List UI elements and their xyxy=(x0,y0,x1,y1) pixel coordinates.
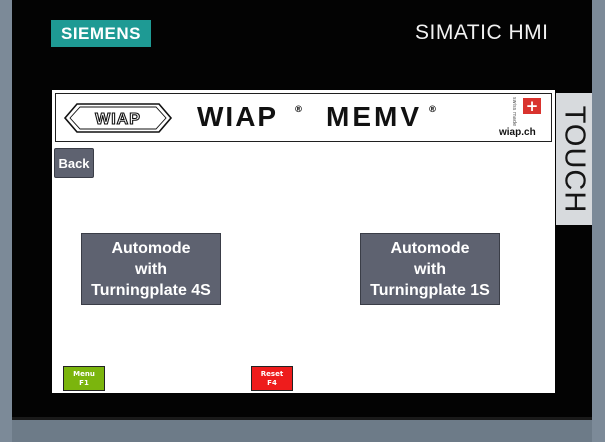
automode-turningplate-4s-button[interactable]: Automode with Turningplate 4S xyxy=(81,233,221,305)
swiss-made-tag: swiss made xyxy=(511,97,517,127)
swiss-flag-icon: + xyxy=(523,98,541,114)
menu-key: F1 xyxy=(79,378,89,387)
touch-side-label xyxy=(556,93,592,225)
header-banner xyxy=(55,93,552,142)
hmi-screen xyxy=(52,90,555,393)
back-button[interactable]: Back xyxy=(54,148,94,178)
brand-wiap: WIAP xyxy=(197,101,279,132)
menu-label: Menu xyxy=(73,369,95,378)
registered-mark: ® xyxy=(428,105,437,115)
simatic-hmi-label: SIMATIC HMI xyxy=(415,21,549,44)
siemens-logo: SIEMENS xyxy=(51,20,151,47)
wiap-emblem-icon xyxy=(63,102,173,134)
reset-key: F4 xyxy=(267,378,277,387)
reset-label: Reset xyxy=(260,369,284,378)
reset-f4-button[interactable] xyxy=(251,366,293,391)
touch-text: TOUCH xyxy=(558,105,591,213)
registered-mark: ® xyxy=(294,105,303,115)
bezel-bottom-edge xyxy=(12,420,592,442)
emblem-text: WIAP xyxy=(95,111,141,128)
banner-url: wiap.ch xyxy=(499,127,536,138)
menu-f1-button[interactable] xyxy=(63,366,105,391)
automode-turningplate-1s-button[interactable]: Automode with Turningplate 1S xyxy=(360,233,500,305)
brand-memv: MEMV xyxy=(326,101,422,132)
